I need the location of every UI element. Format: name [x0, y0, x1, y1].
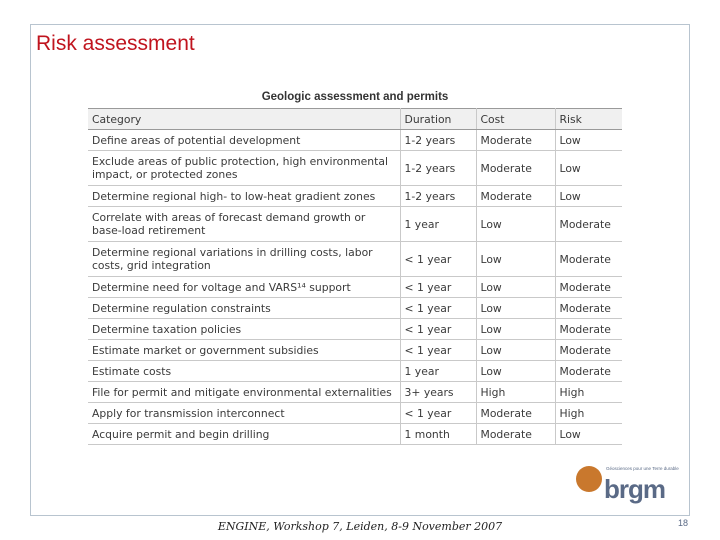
cell-cost: Moderate: [476, 151, 555, 186]
cell-cost: Low: [476, 277, 555, 298]
cell-category: Determine regional high- to low-heat gradient zones: [88, 186, 400, 207]
cell-cost: Moderate: [476, 186, 555, 207]
cell-risk: Moderate: [555, 361, 622, 382]
logo-text: brgm: [604, 474, 665, 504]
cell-category: Acquire permit and begin drilling: [88, 424, 400, 445]
cell-risk: Moderate: [555, 242, 622, 277]
header-duration: Duration: [400, 109, 476, 130]
footer-text: ENGINE, Workshop 7, Leiden, 8-9 November 2007: [217, 520, 503, 533]
header-cost: Cost: [476, 109, 555, 130]
cell-cost: High: [476, 382, 555, 403]
cell-duration: 1-2 years: [400, 130, 476, 151]
cell-category: Determine need for voltage and VARS¹⁴ support: [88, 277, 400, 298]
assessment-table-container: [88, 86, 622, 445]
cell-cost: Moderate: [476, 130, 555, 151]
cell-cost: Low: [476, 242, 555, 277]
table-row: [88, 207, 622, 242]
cell-cost: Moderate: [476, 424, 555, 445]
cell-duration: < 1 year: [400, 298, 476, 319]
logo-mark-icon: [576, 466, 602, 492]
cell-risk: Moderate: [555, 207, 622, 242]
cell-duration: 1 year: [400, 361, 476, 382]
cell-category: Correlate with areas of forecast demand growth or base-load retirement: [88, 207, 400, 242]
cell-risk: Moderate: [555, 340, 622, 361]
cell-risk: Low: [555, 130, 622, 151]
cell-duration: 1 month: [400, 424, 476, 445]
cell-category: Determine taxation policies: [88, 319, 400, 340]
cell-category: Estimate market or government subsidies: [88, 340, 400, 361]
cell-cost: Low: [476, 361, 555, 382]
cell-category: Define areas of potential development: [88, 130, 400, 151]
cell-risk: High: [555, 403, 622, 424]
cell-category: Determine regional variations in drilling costs, labor costs, grid integration: [88, 242, 400, 277]
table-row: [88, 298, 622, 319]
table-row: [88, 130, 622, 151]
cell-duration: < 1 year: [400, 319, 476, 340]
cell-duration: < 1 year: [400, 340, 476, 361]
table-row: [88, 242, 622, 277]
cell-cost: Low: [476, 319, 555, 340]
cell-category: Exclude areas of public protection, high environmental impact, or protected zones: [88, 151, 400, 186]
cell-risk: Low: [555, 424, 622, 445]
cell-duration: 1-2 years: [400, 151, 476, 186]
cell-cost: Low: [476, 340, 555, 361]
cell-risk: High: [555, 382, 622, 403]
cell-cost: Low: [476, 298, 555, 319]
table-row: [88, 424, 622, 445]
cell-duration: 1-2 years: [400, 186, 476, 207]
cell-risk: Moderate: [555, 319, 622, 340]
table-row: [88, 319, 622, 340]
cell-duration: 1 year: [400, 207, 476, 242]
table-row: [88, 340, 622, 361]
table-row: [88, 151, 622, 186]
table-row: [88, 186, 622, 207]
cell-risk: Moderate: [555, 277, 622, 298]
cell-duration: 3+ years: [400, 382, 476, 403]
cell-cost: Low: [476, 207, 555, 242]
table-row: [88, 361, 622, 382]
cell-category: Determine regulation constraints: [88, 298, 400, 319]
cell-duration: < 1 year: [400, 277, 476, 298]
cell-category: Apply for transmission interconnect: [88, 403, 400, 424]
cell-risk: Low: [555, 186, 622, 207]
table-row: [88, 382, 622, 403]
logo-tagline: Géosciences pour une Terre durable: [606, 466, 679, 471]
cell-category: Estimate costs: [88, 361, 400, 382]
cell-duration: < 1 year: [400, 242, 476, 277]
header-category: Category: [88, 109, 400, 130]
page-number: 18: [678, 518, 689, 528]
table-row: [88, 277, 622, 298]
slide-title: Risk assessment: [36, 32, 195, 55]
cell-risk: Low: [555, 151, 622, 186]
cell-duration: < 1 year: [400, 403, 476, 424]
cell-risk: Moderate: [555, 298, 622, 319]
brgm-logo: [576, 462, 686, 510]
cell-cost: Moderate: [476, 403, 555, 424]
cell-category: File for permit and mitigate environmental externalities: [88, 382, 400, 403]
table-title: Geologic assessment and permits: [261, 91, 449, 103]
table-row: [88, 403, 622, 424]
header-risk: Risk: [555, 109, 622, 130]
assessment-table: [88, 108, 622, 445]
table-header-row: [88, 109, 622, 130]
